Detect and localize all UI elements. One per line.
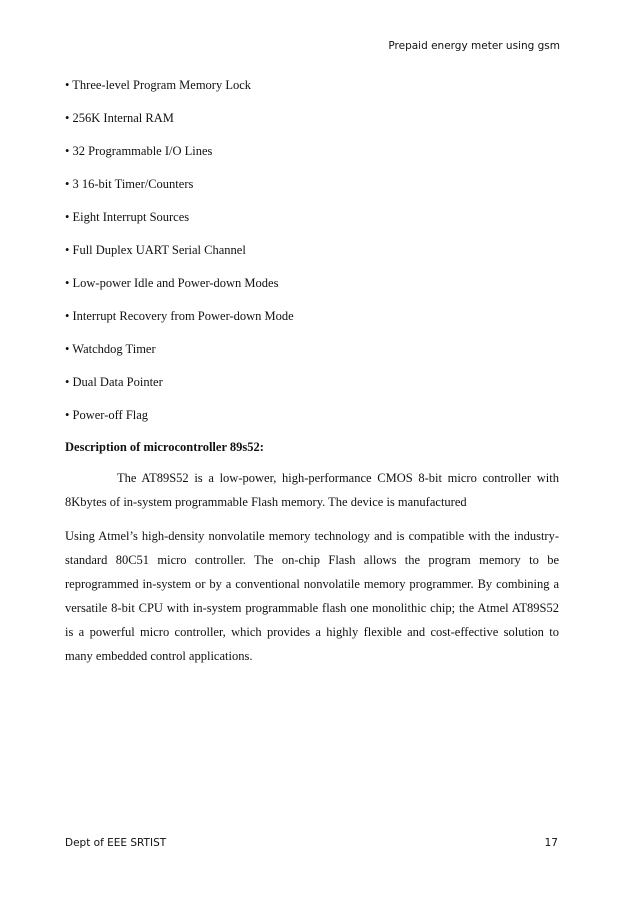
- page-header: Prepaid energy meter using gsm: [388, 40, 560, 52]
- section-heading: Description of microcontroller 89s52:: [65, 440, 264, 454]
- feature-item: • 256K Internal RAM: [65, 111, 174, 125]
- feature-item: • Low-power Idle and Power-down Modes: [65, 276, 279, 290]
- feature-item: • Eight Interrupt Sources: [65, 210, 190, 224]
- feature-item: • Dual Data Pointer: [65, 375, 163, 389]
- feature-item: • Three-level Program Memory Lock: [65, 78, 252, 92]
- feature-list: [65, 76, 565, 439]
- page-number: 17: [544, 837, 558, 849]
- feature-item: • Power-off Flag: [65, 408, 149, 422]
- footer-department: Dept of EEE SRTIST: [65, 837, 167, 849]
- feature-item: • Full Duplex UART Serial Channel: [65, 243, 246, 257]
- description-paragraph-2: Using Atmel’s high-density nonvolatile memory technology and is compatible with the industry-standard 80C51 micro controller. The on-chip Flash allows the program memory to be reprogrammed in-system or by a conventional nonvolatile memory programmer. By combining a versatile 8-bit CPU with in-system programmable flash one monolithic chip; the Atmel AT89S52 is a powerful micro controller, which provides a highly flexible and cost-effective solution to many embedded control applications.: [65, 529, 559, 663]
- feature-item: • 32 Programmable I/O Lines: [65, 144, 213, 158]
- description-paragraph-1: The AT89S52 is a low-power, high-performance CMOS 8-bit micro controller with 8Kbytes of in-system programmable Flash memory. The device is manufactured: [65, 471, 559, 509]
- feature-item: • Watchdog Timer: [65, 342, 156, 356]
- feature-item: • Interrupt Recovery from Power-down Mode: [65, 309, 294, 323]
- feature-item: • 3 16-bit Timer/Counters: [65, 177, 194, 191]
